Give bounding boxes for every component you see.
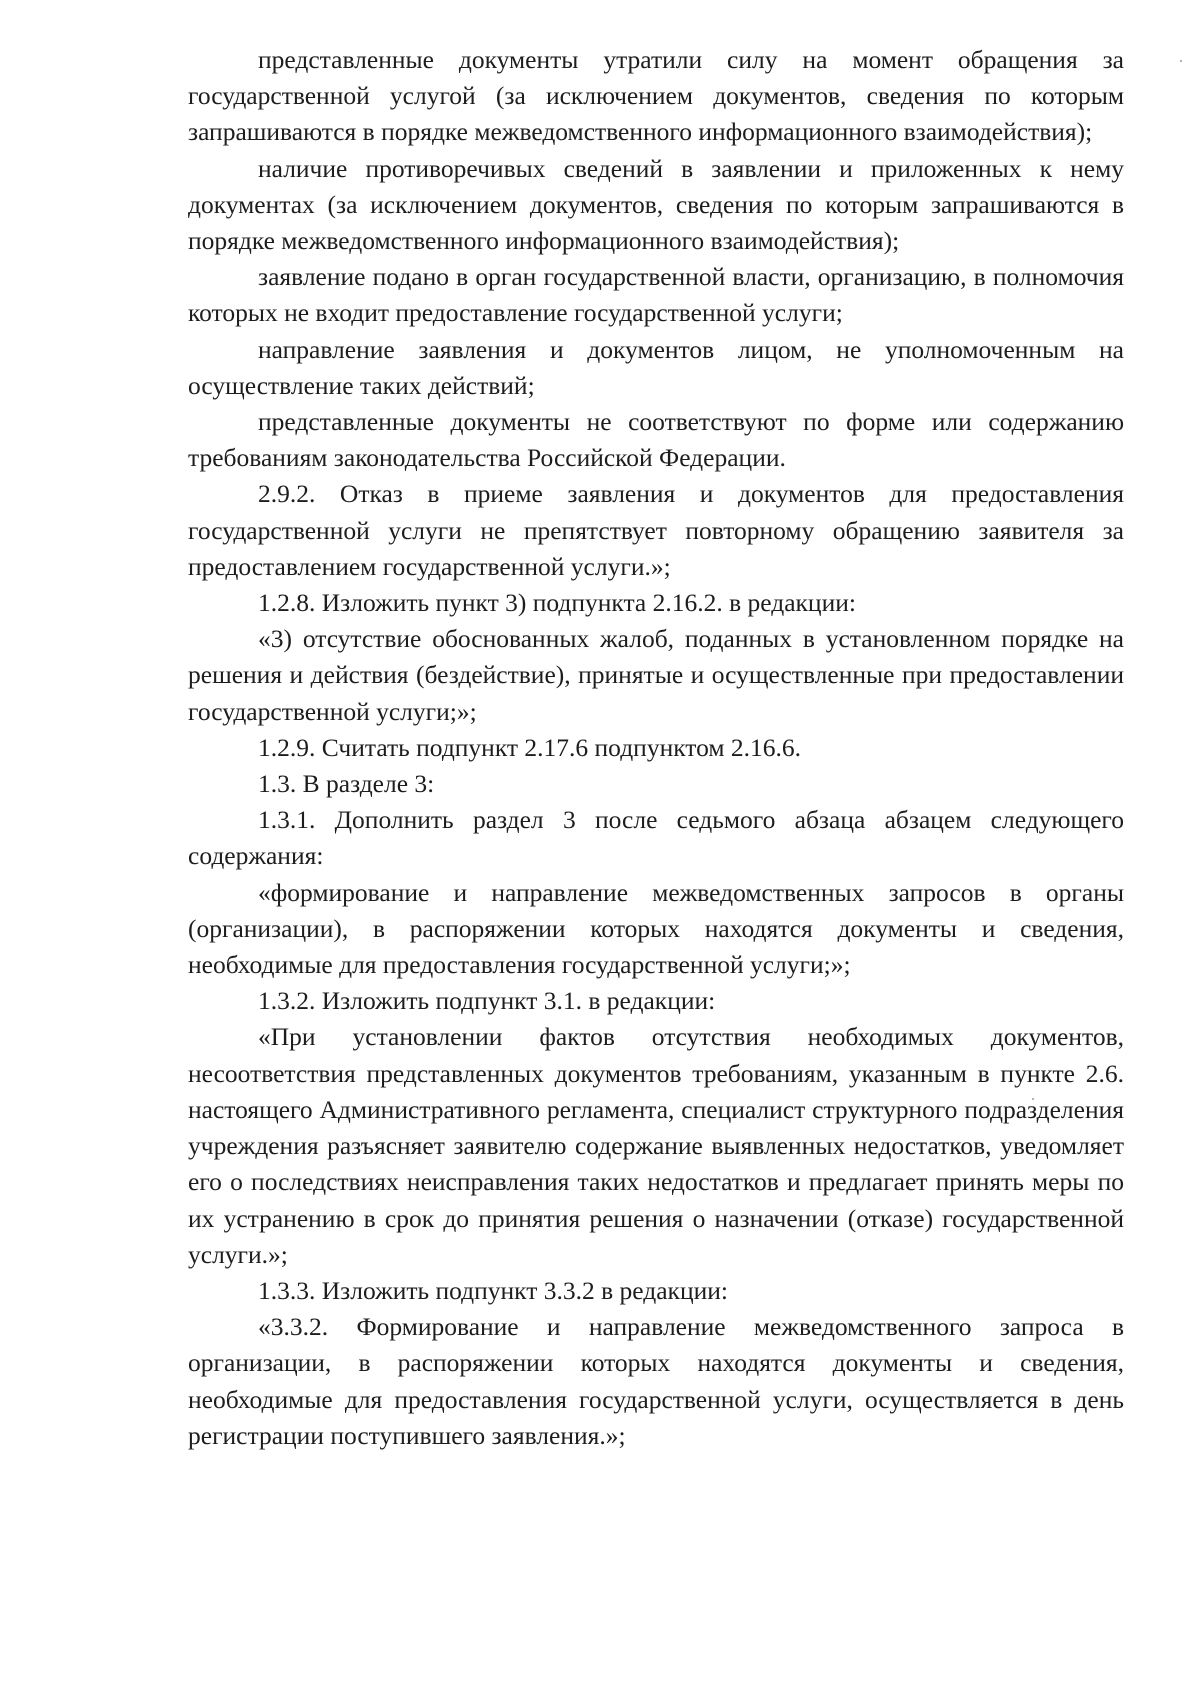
paragraph: представленные документы утратили силу на момент обращения за государственной услугой (за исключением документов, сведения по которым запрашиваются в порядке межведомственного информационного взаимодействия); [188, 45, 1124, 147]
paragraph: направление заявления и документов лицом, не уполномоченным на осуществление таких действий; [188, 334, 1124, 400]
paragraph: «При установлении фактов отсутствия необходимых документов, несоответствия представленных документов требованиям, указанным в пункте 2.6. настоящего Административного регламента, специалист структурного подразделения учреждения разъясняет заявителю содержание выявленных недостатков, уведомляет его о последствиях неисправления таких недостатков и предлагает принять меры по их устранению в срок до принятия решения о назначении (отказе) государственной услуги.»; [188, 1022, 1124, 1269]
paragraph: заявление подано в орган государственной власти, организацию, в полномочия которых не входит предоставление государственной услуги; [188, 262, 1124, 328]
paragraph: «формирование и направление межведомственных запросов в органы (организации), в распоряжении которых находятся документы и сведения, необходимые для предоставления государственной услуги;»; [188, 877, 1124, 980]
paragraph: представленные документы не соответствуют по форме или содержанию требованиям законодательства Российской Федерации. [188, 407, 1124, 473]
paragraph: 1.3.3. Изложить подпункт 3.3.2 в редакции: [258, 1275, 728, 1305]
paragraph: 1.2.9. Считать подпункт 2.17.6 подпунктом 2.16.6. [258, 732, 801, 762]
document-body [188, 42, 1124, 1454]
paragraph: «3.3.2. Формирование и направление межведомственного запроса в организации, в распоряжении которых находятся документы и сведения, необходимые для предоставления государственной услуги, осуществляется в день регистрации поступившего заявления.»; [188, 1312, 1124, 1450]
paragraph: 1.2.8. Изложить пункт 3) подпункта 2.16.2. в редакции: [258, 588, 856, 618]
paragraph: 1.3.2. Изложить подпункт 3.1. в редакции: [258, 986, 716, 1016]
paragraph: наличие противоречивых сведений в заявлении и приложенных к нему документах (за исключением документов, сведения по которым запрашиваются в порядке межведомственного информационного взаимодействия); [188, 153, 1124, 256]
paragraph: 1.3.1. Дополнить раздел 3 после седьмого абзаца абзацем следующего содержания: [188, 805, 1124, 871]
paragraph: 2.9.2. Отказ в приеме заявления и документов для предоставления государственной услуги не препятствует повторному обращению заявителя за предоставлением государственной услуги.»; [188, 479, 1124, 581]
paragraph: 1.3. В разделе 3: [258, 769, 435, 799]
scan-speck [1180, 60, 1182, 62]
paragraph: «3) отсутствие обоснованных жалоб, поданных в установленном порядке на решения и действия (бездействие), принятые и осуществленные при предоставлении государственной услуги;»; [188, 624, 1124, 726]
